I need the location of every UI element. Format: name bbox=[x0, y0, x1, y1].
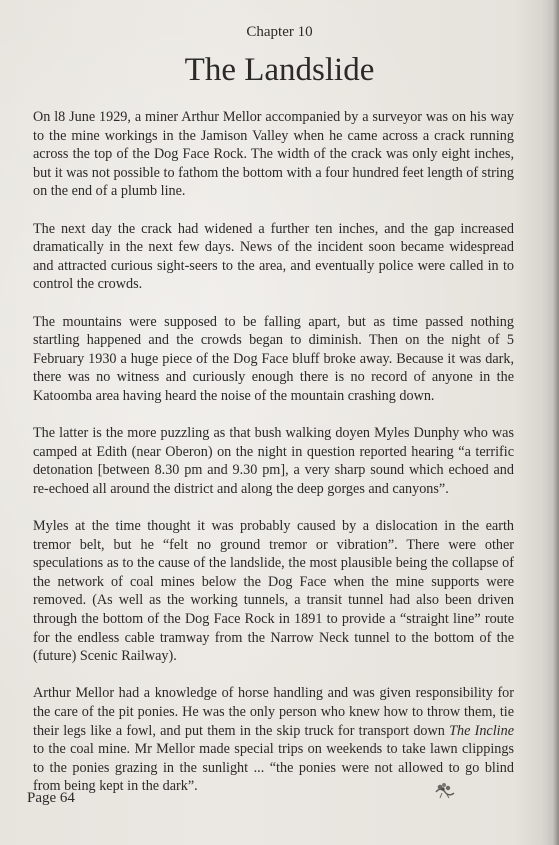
incline-italic-text: The Incline bbox=[449, 722, 514, 739]
page-edge-shadow bbox=[553, 0, 559, 845]
page-title: The Landslide bbox=[184, 52, 375, 88]
flower-ornament-icon bbox=[430, 778, 458, 802]
paragraph-2: The next day the crack had widened a further ten inches, and the gap increased dramatically in the next few days. News of the incident soon became widespread and attracted curious sight-seers to the area, and eventually police were called in to control the crowds. bbox=[33, 220, 514, 293]
page-number: Page 64 bbox=[27, 790, 75, 806]
body-text bbox=[33, 108, 514, 796]
paragraph-1: On l8 June 1929, a miner Arthur Mellor accompanied by a surveyor was on his way to the mine workings in the Jamison Valley when he came across a crack running across the top of the Dog Face Rock. The width of the crack was only eight inches, but it was not possible to fathom the bottom with a four hundred feet length of string on the end of a plumb line. bbox=[33, 109, 514, 200]
paragraph-6-text-start: Arthur Mellor had a knowledge of horse handling and was given responsibility for the care of the pit ponies. He was the only person who knew how to throw them, tie their legs like a fowl, and put them in the skip truck for transport down bbox=[33, 685, 514, 739]
paragraph-3: The mountains were supposed to be falling apart, but as time passed nothing startling happened and the crowds began to diminish. Then on the night of 5 February 1930 a huge piece of the Dog Face bluff broke away. Because it was dark, there was no witness and curiously enough there is no record of anyone in the Katoomba area having heard the noise of the mountain crashing down. bbox=[33, 313, 514, 404]
paragraph-6-text-end: to the coal mine. Mr Mellor made special trips on weekends to take lawn clippings to the ponies grazing in the sunlight ... “the ponies were not allowed to go blind from being kept in the dark”. bbox=[33, 741, 514, 795]
paragraph-5: Myles at the time thought it was probably caused by a dislocation in the earth tremor belt, but he “felt no ground tremor or vibration”. There were other speculations as to the cause of the landslide, the most plausible being the collapse of the network of coal mines below the Dog Face when the mine supports were removed. (As well as the working tunnels, a transit tunnel had also been driven through the bottom of the Dog Face Rock in 1891 to provide a “straight line” route for the endless cable tramway from the Narrow Neck tunnel to the bottom of the (future) Scenic Railway). bbox=[33, 518, 514, 665]
paragraph-4: The latter is the more puzzling as that bush walking doyen Myles Dunphy who was camped at Edith (near Oberon) on the night in question reported hearing “a terrific detonation [between 8.30 pm and 9.30 pm], a very sharp sound which echoed and re-echoed all around the district and along the deep gorges and canyons”. bbox=[33, 425, 514, 497]
chapter-label: Chapter 10 bbox=[246, 24, 313, 40]
